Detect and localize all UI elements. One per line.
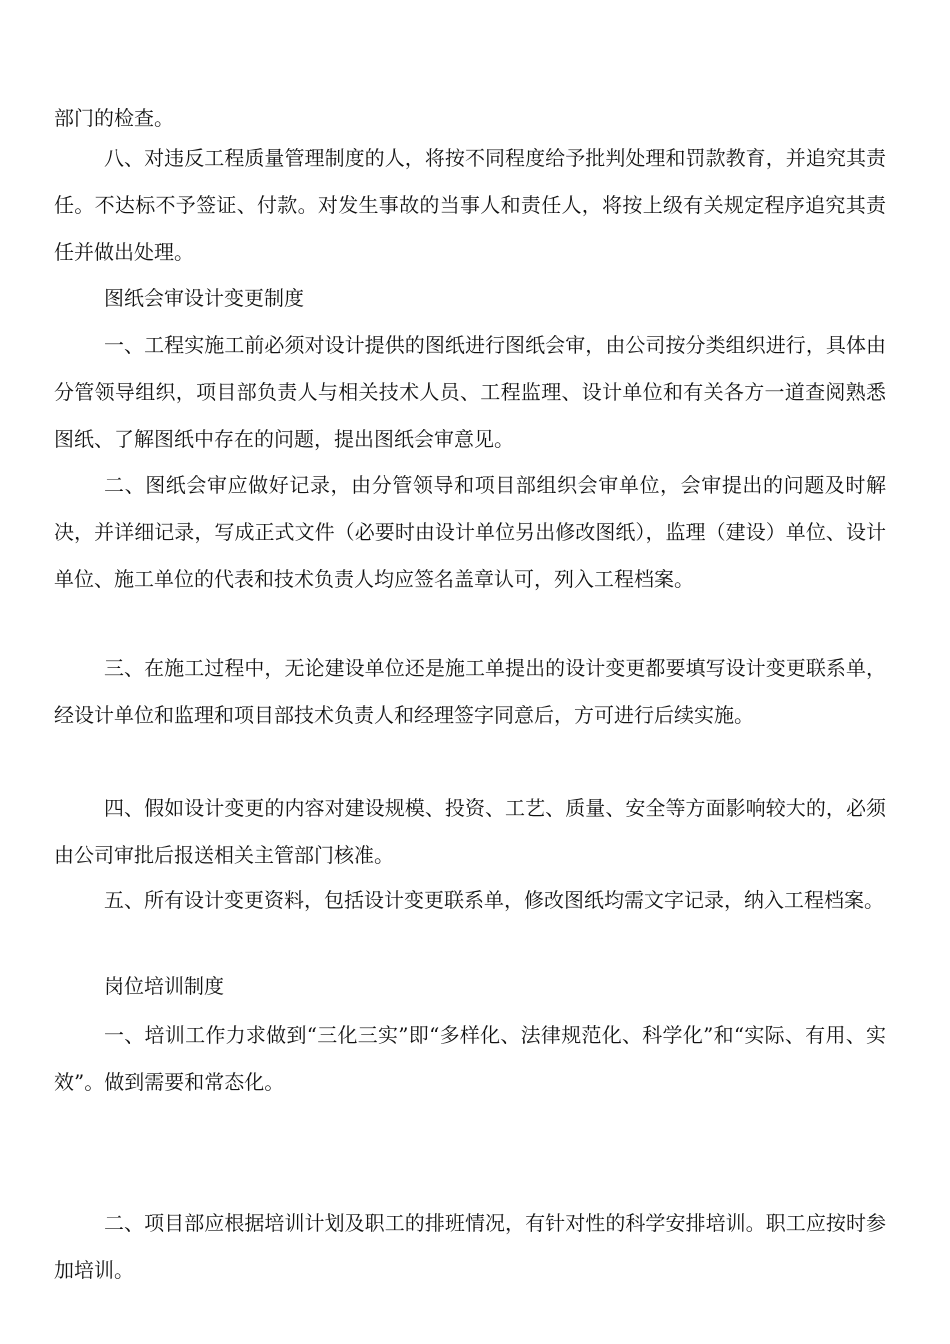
paragraph-drawing-review-item-3: 三、在施工过程中，无论建设单位还是施工单提出的设计变更都要填写设计变更联系单，经设计单位和监理和项目部技术负责人和经理签字同意后，方可进行后续实施。	[54, 656, 886, 727]
paragraph-training-item-2: 二、项目部应根据培训计划及职工的排班情况，有针对性的科学安排培训。职工应按时参加培训。	[54, 1211, 886, 1282]
paragraph-drawing-review-item-1: 一、工程实施工前必须对设计提供的图纸进行图纸会审，由公司按分类组织进行，具体由分管领导组织，项目部负责人与相关技术人员、工程监理、设计单位和有关各方一道查阅熟悉图纸、了解图纸中存在的问题，提出图纸会审意见。	[54, 333, 886, 451]
paragraph-training-item-1: 一、培训工作力求做到“三化三实”即“多样化、法律规范化、科学化”和“实际、有用、实效”。做到需要和常态化。	[54, 1023, 886, 1094]
paragraph-continuation: 部门的检查。	[54, 106, 174, 130]
paragraph-drawing-review-item-2: 二、图纸会审应做好记录，由分管领导和项目部组织会审单位，会审提出的问题及时解决，并详细记录，写成正式文件（必要时由设计单位另出修改图纸），监理（建设）单位、设计单位、施工单位的代表和技术负责人均应签名盖章认可，列入工程档案。	[54, 473, 886, 591]
section-heading-drawing-review: 图纸会审设计变更制度	[104, 286, 304, 310]
paragraph-drawing-review-item-4: 四、假如设计变更的内容对建设规模、投资、工艺、质量、安全等方面影响较大的，必须由公司审批后报送相关主管部门核准。	[54, 796, 886, 867]
paragraph-item-eight: 八、对违反工程质量管理制度的人，将按不同程度给予批判处理和罚款教育，并追究其责任。不达标不予签证、付款。对发生事故的当事人和责任人，将按上级有关规定程序追究其责任并做出处理。	[54, 146, 886, 264]
paragraph-drawing-review-item-5: 五、所有设计变更资料，包括设计变更联系单，修改图纸均需文字记录，纳入工程档案。	[104, 888, 884, 912]
section-heading-job-training: 岗位培训制度	[104, 974, 224, 998]
